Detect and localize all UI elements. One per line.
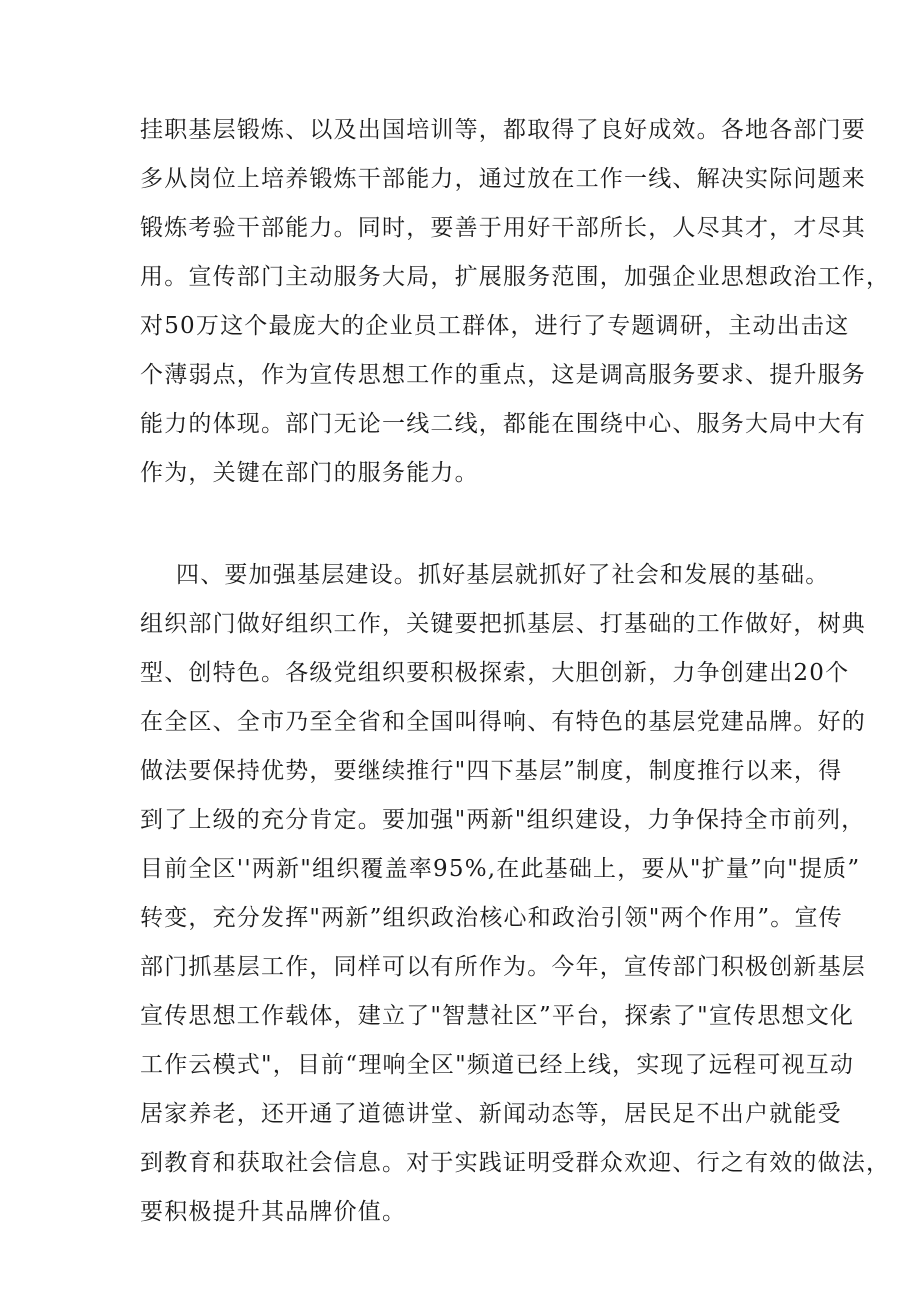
paragraph-2-line-6: 到了上级的充分肯定。要加强"两新"组织建设，力争保持全市前列， <box>140 807 866 833</box>
paragraph-1-line-2: 多从岗位上培养锻炼干部能力，通过放在工作一线、解决实际问题来 <box>140 166 866 192</box>
paragraph-1-line-8: 作为，关键在部门的服务能力。 <box>140 460 479 486</box>
paragraph-2-line-8: 转变，充分发挥"两新”组织政治核心和政治引领"两个作用”。宣传 <box>140 905 843 931</box>
paragraph-1-line-6: 个薄弱点，作为宣传思想工作的重点，这是调高服务要求、提升服务 <box>140 362 866 388</box>
paragraph-1-line-1: 挂职基层锻炼、以及出国培训等，都取得了良好成效。各地各部门要 <box>140 117 866 143</box>
paragraph-1-line-3: 锻炼考验干部能力。同时，要善于用好干部所长，人尽其才，才尽其 <box>140 215 866 241</box>
paragraph-2-line-4: 在全区、全市乃至全省和全国叫得响、有特色的基层党建品牌。好的 <box>140 709 866 735</box>
paragraph-2-line-13: 到教育和获取社会信息。对于实践证明受群众欢迎、行之有效的做法， <box>140 1150 891 1176</box>
paragraph-2-line-7: 目前全区''两新"组织覆盖率95%,在此基础上，要从"扩量”向"提质” <box>140 856 861 882</box>
paragraph-1-line-4: 用。宣传部门主动服务大局，扩展服务范围，加强企业思想政治工作， <box>140 264 891 290</box>
paragraph-2-line-12: 居家养老，还开通了道德讲堂、新闻动态等，居民足不出户就能受 <box>140 1101 842 1127</box>
paragraph-2-line-3: 型、创特色。各级党组织要积极探索，大胆创新，力争创建出20个 <box>140 660 850 686</box>
paragraph-2-line-11: 工作云模式"，目前“理响全区"频道已经上线，实现了远程可视互动 <box>140 1052 855 1078</box>
paragraph-2-line-9: 部门抓基层工作，同样可以有所作为。今年，宣传部门积极创新基层 <box>140 954 866 980</box>
paragraph-2-line-5: 做法要保持优势，要继续推行"四下基层”制度，制度推行以来，得 <box>140 758 843 784</box>
paragraph-2-line-10: 宣传思想工作载体，建立了"智慧社区”平台，探索了"宣传思想文化 <box>140 1003 855 1029</box>
paragraph-2-line-14: 要积极提升其品牌价值。 <box>140 1199 407 1225</box>
paragraph-2-line-2: 组织部门做好组织工作，关键要把抓基层、打基础的工作做好，树典 <box>140 611 866 637</box>
paragraph-1-line-5: 对50万这个最庞大的企业员工群体，进行了专题调研，主动出击这 <box>140 313 850 339</box>
paragraph-2-line-1: 四、要加强基层建设。抓好基层就抓好了社会和发展的基础。 <box>176 562 830 588</box>
paragraph-1-line-7: 能力的体现。部门无论一线二线，都能在围绕中心、服务大局中大有 <box>140 411 866 437</box>
